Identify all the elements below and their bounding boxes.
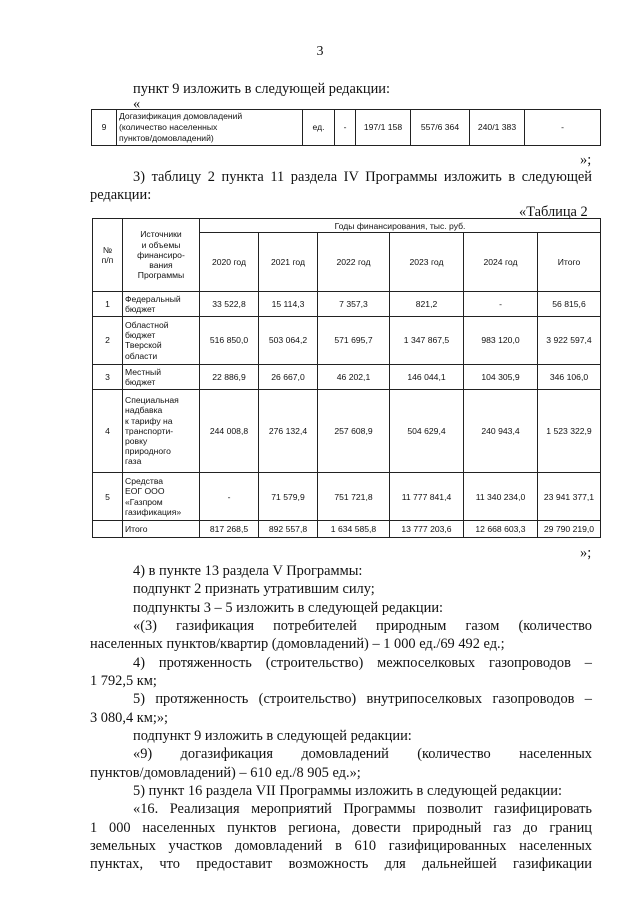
table-cell: 11 777 841,4	[390, 472, 464, 521]
table1-desc-line: Догазификация домовладений	[119, 111, 243, 121]
row-source-line: «Газпром	[125, 496, 163, 507]
table-cell: 504 629,4	[390, 390, 464, 473]
row-source-line: транспорти-	[125, 425, 174, 436]
row-source-line: газа	[125, 456, 142, 467]
table-cell: 7 357,3	[318, 291, 390, 316]
table-cell: 71 579,9	[259, 472, 318, 521]
table1-cell: 557/6 364	[411, 110, 470, 146]
body-line: 5) протяженность (строительство) внутрипоселковых газопроводов –	[133, 691, 592, 707]
close-quote-2: »;	[580, 545, 592, 561]
table-cell: 11 340 234,0	[464, 472, 538, 521]
table2-caption: «Таблица 2	[519, 204, 588, 220]
table-cell: 1 347 867,5	[390, 317, 464, 364]
table-cell: 1 523 322,9	[538, 390, 601, 473]
table-cell: -	[200, 472, 259, 521]
table-cell: 257 608,9	[318, 390, 390, 473]
table-cell: 751 721,8	[318, 472, 390, 521]
table-2	[92, 218, 601, 538]
table-cell: 1 634 585,8	[318, 521, 390, 538]
row-source-line: газификация»	[125, 506, 182, 517]
row-num: 4	[93, 390, 123, 473]
table-cell: 22 886,9	[200, 364, 259, 389]
row-source-line: ровку	[125, 436, 148, 447]
table-cell: 15 114,3	[259, 291, 318, 316]
body-line: 1 000 населенных пунктов региона, довести природный газ до границ	[90, 820, 592, 836]
row-source-line: к тарифу на	[125, 415, 173, 426]
row-source-line: области	[125, 350, 158, 361]
row-source-line: природного	[125, 446, 171, 457]
header-sources-line: Источники	[140, 229, 182, 240]
table-cell: 983 120,0	[464, 317, 538, 364]
row-source	[123, 390, 200, 473]
table-1	[91, 109, 601, 146]
year-2021: 2021 год	[259, 233, 318, 292]
header-sources-line: и объемы	[141, 239, 181, 250]
table1-cell: -	[335, 110, 356, 146]
table-cell: -	[464, 291, 538, 316]
body-line: «9) догазификация домовладений (количество населенных	[133, 746, 592, 762]
row-source-line: Средства	[125, 476, 164, 487]
table-cell: 817 268,5	[200, 521, 259, 538]
table-row	[92, 110, 601, 146]
table-row	[93, 317, 601, 364]
body-line: подпункт 9 изложить в следующей редакции:	[133, 728, 412, 744]
row-num: 5	[93, 472, 123, 521]
row-source-line: бюджет	[125, 304, 156, 315]
row-source-line: ЕОГ ООО	[125, 486, 165, 497]
table-total-row	[93, 521, 601, 538]
table-cell: 46 202,1	[318, 364, 390, 389]
body-line: 5) пункт 16 раздела VII Программы изложить в следующей редакции:	[133, 783, 562, 799]
header-sources-line: финансиро-	[137, 249, 185, 260]
row-source	[123, 317, 200, 364]
table-cell: 503 064,2	[259, 317, 318, 364]
table1-cell: 197/1 158	[356, 110, 411, 146]
header-num	[93, 219, 123, 292]
row-source	[123, 291, 200, 316]
row-source-line: надбавка	[125, 405, 163, 416]
table1-description	[117, 110, 303, 146]
body-line: земельных участков домовладений в 610 газифицированных населенных	[90, 838, 592, 854]
table1-cell: -	[525, 110, 601, 146]
row-num: 2	[93, 317, 123, 364]
table-row	[93, 291, 601, 316]
body-line: 3 080,4 км;»;	[90, 710, 169, 726]
open-quote: «	[133, 96, 141, 112]
table-row	[93, 390, 601, 473]
table-header-row	[93, 219, 601, 233]
table-cell: 13 777 203,6	[390, 521, 464, 538]
header-sources	[123, 219, 200, 292]
year-total: Итого	[538, 233, 601, 292]
row-num: 1	[93, 291, 123, 316]
table-cell: 276 132,4	[259, 390, 318, 473]
row-source	[123, 364, 200, 389]
header-sources-line: вания	[149, 260, 173, 271]
body-line: 4) в пункте 13 раздела V Программы:	[133, 563, 363, 579]
table-cell: 346 106,0	[538, 364, 601, 389]
header-sources-line: Программы	[137, 270, 185, 281]
item3-line1: 3) таблицу 2 пункта 11 раздела IV Программы изложить в следующей	[133, 169, 592, 185]
row-source-line: Местный	[125, 366, 161, 377]
row-source-line: Федеральный	[125, 293, 181, 304]
body-line: 4) протяженность (строительство) межпоселковых газопроводов –	[133, 655, 592, 671]
table-cell: 3 922 597,4	[538, 317, 601, 364]
table-cell: 29 790 219,0	[538, 521, 601, 538]
table-cell: 56 815,6	[538, 291, 601, 316]
table-cell: 571 695,7	[318, 317, 390, 364]
table-cell: 26 667,0	[259, 364, 318, 389]
body-line: «16. Реализация мероприятий Программы позволит газифицировать	[133, 801, 592, 817]
table-cell: 892 557,8	[259, 521, 318, 538]
table-row	[93, 472, 601, 521]
table1-cell: 240/1 383	[470, 110, 525, 146]
year-2020: 2020 год	[200, 233, 259, 292]
body-line: «(3) газификация потребителей природным газом (количество	[133, 618, 592, 634]
table-cell: 33 522,8	[200, 291, 259, 316]
header-years: Годы финансирования, тыс. руб.	[200, 219, 601, 233]
table1-unit: ед.	[303, 110, 335, 146]
body-line: подпункт 2 признать утратившим силу;	[133, 581, 375, 597]
table-cell: 104 305,9	[464, 364, 538, 389]
body-line: пунктов/домовладений) – 610 ед./8 905 ед.»;	[90, 765, 361, 781]
row-source-line: бюджет	[125, 330, 156, 341]
row-source	[123, 472, 200, 521]
row-source-line: Тверской	[125, 340, 162, 351]
body-line: населенных пунктов/квартир (домовладений) – 1 000 ед./69 492 ед.;	[90, 636, 505, 652]
header-num-line: п/п	[101, 254, 114, 265]
close-quote-1: »;	[580, 152, 592, 168]
year-2023: 2023 год	[390, 233, 464, 292]
intro-text: пункт 9 изложить в следующей редакции:	[133, 81, 390, 97]
table-cell: 244 008,8	[200, 390, 259, 473]
table-cell: 12 668 603,3	[464, 521, 538, 538]
row-source-line: Областной	[125, 320, 169, 331]
item3-line2: редакции:	[90, 187, 152, 203]
table-cell: 821,2	[390, 291, 464, 316]
row-source-line: Специальная	[125, 395, 179, 406]
page-number: 3	[316, 44, 324, 59]
total-label: Итого	[123, 521, 200, 538]
table1-desc-line: пунктов/домовладений)	[119, 133, 214, 143]
table-cell: 23 941 377,1	[538, 472, 601, 521]
year-2024: 2024 год	[464, 233, 538, 292]
body-line: 1 792,5 км;	[90, 673, 157, 689]
row-source-line: бюджет	[125, 376, 156, 387]
table-cell: 240 943,4	[464, 390, 538, 473]
table1-num: 9	[92, 110, 117, 146]
table-row	[93, 364, 601, 389]
row-num: 3	[93, 364, 123, 389]
total-num	[93, 521, 123, 538]
table-cell: 516 850,0	[200, 317, 259, 364]
table1-desc-line: (количество населенных	[119, 122, 218, 132]
body-line: подпункты 3 – 5 изложить в следующей редакции:	[133, 600, 444, 616]
table-cell: 146 044,1	[390, 364, 464, 389]
body-line: пунктах, что предоставит возможность для дальнейшей газификации	[90, 856, 592, 872]
header-num-line: №	[102, 244, 113, 255]
year-2022: 2022 год	[318, 233, 390, 292]
